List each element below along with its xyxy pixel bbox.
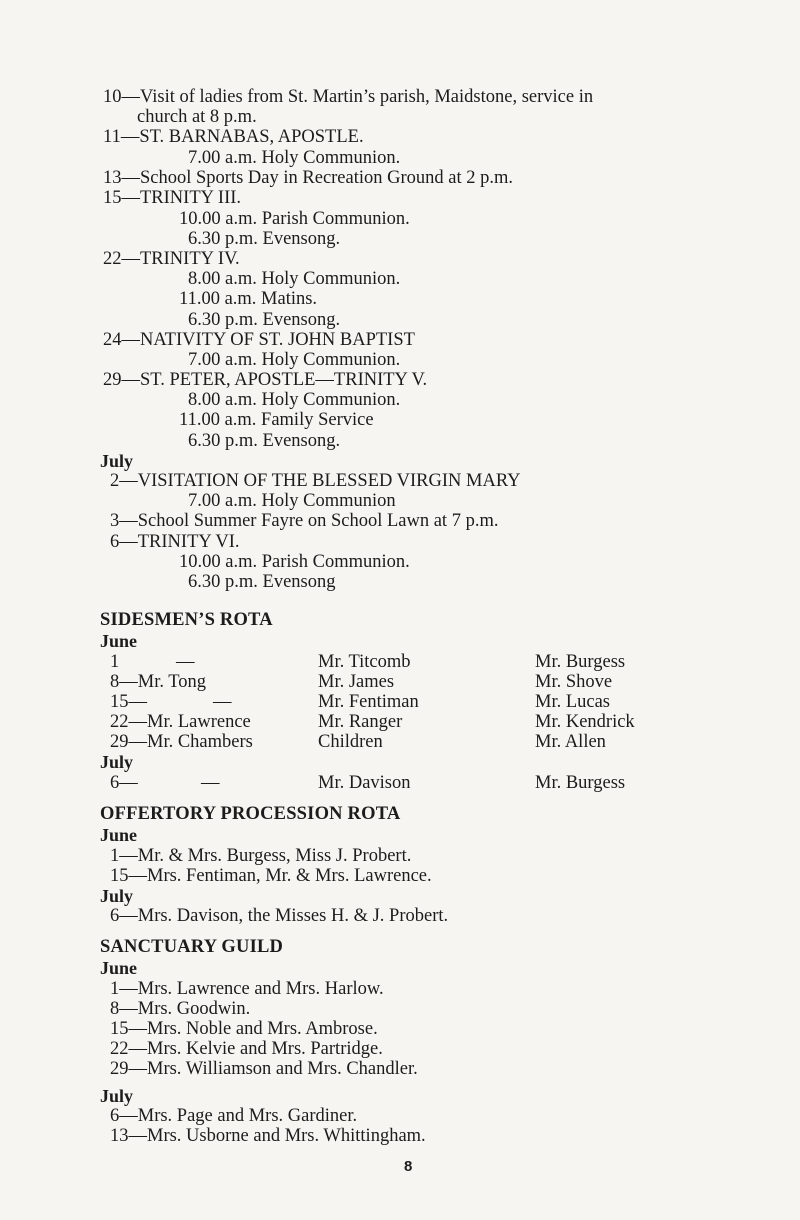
calendar-line: 3—School Summer Fayre on School Lawn at 7 p.m.	[110, 511, 499, 531]
calendar-line: 8.00 a.m. Holy Communion.	[188, 390, 401, 410]
calendar-line: 6.30 p.m. Evensong.	[188, 310, 341, 330]
calendar-line: 7.00 a.m. Holy Communion.	[188, 148, 401, 168]
calendar-line: 6.30 p.m. Evensong.	[188, 431, 341, 451]
sanctuary-line: 29—Mrs. Williamson and Mrs. Chandler.	[110, 1059, 418, 1079]
rota-name: Mr. Davison	[318, 773, 411, 793]
calendar-line: 7.00 a.m. Holy Communion.	[188, 350, 401, 370]
calendar-line: 2—VISITATION OF THE BLESSED VIRGIN MARY	[110, 471, 521, 491]
rota-date: 6—	[110, 773, 138, 793]
calendar-line: 13—School Sports Day in Recreation Ground at 2 p.m.	[103, 168, 514, 188]
page-number: 8	[404, 1158, 413, 1175]
rota-name: Mr. Lucas	[535, 692, 611, 712]
calendar-line: 6.30 p.m. Evensong	[188, 572, 336, 592]
rota-date: 15—	[110, 692, 147, 712]
rota-name: Mr. Allen	[535, 732, 606, 752]
calendar-line: 10—Visit of ladies from St. Martin’s parish, Maidstone, service in	[103, 87, 594, 107]
rota-dash: —	[176, 652, 195, 672]
month-label-june: June	[100, 825, 138, 845]
sanctuary-line: 22—Mrs. Kelvie and Mrs. Partridge.	[110, 1039, 383, 1059]
sidesmen-heading: SIDESMEN’S ROTA	[100, 610, 273, 630]
month-label-july: July	[100, 886, 134, 906]
rota-name: Mr. Kendrick	[535, 712, 635, 732]
calendar-line: 11.00 a.m. Matins.	[179, 289, 318, 309]
calendar-line: 8.00 a.m. Holy Communion.	[188, 269, 401, 289]
rota-name: Mr. Burgess	[535, 652, 626, 672]
rota-name: Mr. Fentiman	[318, 692, 419, 712]
rota-date: 1	[110, 652, 120, 672]
offertory-line: 6—Mrs. Davison, the Misses H. & J. Probert.	[110, 906, 449, 926]
rota-name: Mr. James	[318, 672, 395, 692]
rota-date: 22—Mr. Lawrence	[110, 712, 251, 732]
calendar-line: 6.30 p.m. Evensong.	[188, 229, 341, 249]
sanctuary-heading: SANCTUARY GUILD	[100, 937, 284, 957]
month-label-july: July	[100, 451, 134, 471]
sanctuary-line: 15—Mrs. Noble and Mrs. Ambrose.	[110, 1019, 378, 1039]
calendar-line: 11—ST. BARNABAS, APOSTLE.	[103, 127, 364, 147]
calendar-line: 10.00 a.m. Parish Communion.	[179, 209, 410, 229]
rota-dash: —	[213, 692, 232, 712]
offertory-line: 1—Mr. & Mrs. Burgess, Miss J. Probert.	[110, 846, 412, 866]
sanctuary-line: 8—Mrs. Goodwin.	[110, 999, 251, 1019]
calendar-line: 7.00 a.m. Holy Communion	[188, 491, 396, 511]
month-label-june: June	[100, 631, 138, 651]
calendar-line: 22—TRINITY IV.	[103, 249, 240, 269]
calendar-line: 10.00 a.m. Parish Communion.	[179, 552, 410, 572]
month-label-june: June	[100, 958, 138, 978]
sanctuary-line: 1—Mrs. Lawrence and Mrs. Harlow.	[110, 979, 384, 999]
calendar-line: 15—TRINITY III.	[103, 188, 242, 208]
offertory-heading: OFFERTORY PROCESSION ROTA	[100, 804, 401, 824]
sanctuary-line: 6—Mrs. Page and Mrs. Gardiner.	[110, 1106, 358, 1126]
rota-name: Mr. Shove	[535, 672, 613, 692]
month-label-july: July	[100, 752, 134, 772]
offertory-line: 15—Mrs. Fentiman, Mr. & Mrs. Lawrence.	[110, 866, 432, 886]
rota-name: Children	[318, 732, 383, 752]
rota-date: 29—Mr. Chambers	[110, 732, 253, 752]
calendar-line: 29—ST. PETER, APOSTLE—TRINITY V.	[103, 370, 428, 390]
calendar-line: 24—NATIVITY OF ST. JOHN BAPTIST	[103, 330, 415, 350]
rota-name: Mr. Titcomb	[318, 652, 411, 672]
calendar-line: church at 8 p.m.	[137, 107, 257, 127]
calendar-line: 6—TRINITY VI.	[110, 532, 240, 552]
rota-date: 8—Mr. Tong	[110, 672, 207, 692]
calendar-line: 11.00 a.m. Family Service	[179, 410, 374, 430]
rota-dash: —	[201, 773, 220, 793]
rota-name: Mr. Burgess	[535, 773, 626, 793]
rota-name: Mr. Ranger	[318, 712, 403, 732]
sanctuary-line: 13—Mrs. Usborne and Mrs. Whittingham.	[110, 1126, 426, 1146]
month-label-july: July	[100, 1086, 134, 1106]
